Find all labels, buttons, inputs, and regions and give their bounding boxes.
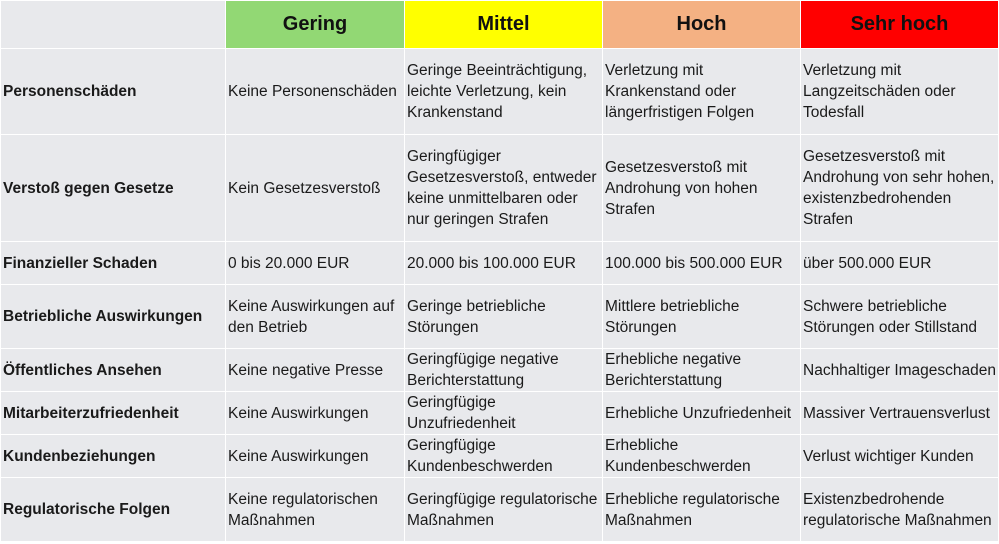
- row-label: Kundenbeziehungen: [1, 435, 226, 478]
- table-cell: Schwere betriebliche Störungen oder Stillstand: [801, 285, 999, 349]
- table-cell: Erhebliche Kundenbeschwerden: [603, 435, 801, 478]
- table-row: [1, 242, 999, 285]
- table-cell: Erhebliche regulatorische Maßnahmen: [603, 478, 801, 542]
- level-header-hoch: Hoch: [603, 1, 801, 49]
- row-label: Betriebliche Auswirkungen: [1, 285, 226, 349]
- table-cell: Geringfügige negative Berichterstattung: [405, 349, 603, 392]
- table-row: [1, 349, 999, 392]
- table-cell: Keine Personenschäden: [226, 49, 405, 135]
- table-cell: Kein Gesetzesverstoß: [226, 135, 405, 242]
- level-header-mittel: Mittel: [405, 1, 603, 49]
- table-row: [1, 478, 999, 542]
- table-cell: Geringfügiger Gesetzesverstoß, entweder keine unmittelbaren oder nur geringen Strafen: [405, 135, 603, 242]
- table-row: [1, 49, 999, 135]
- table-cell: Verlust wichtiger Kunden: [801, 435, 999, 478]
- table-cell: Geringfügige Unzufriedenheit: [405, 392, 603, 435]
- table-cell: Erhebliche negative Berichterstattung: [603, 349, 801, 392]
- level-header-sehr-hoch: Sehr hoch: [801, 1, 999, 49]
- table-cell: 0 bis 20.000 EUR: [226, 242, 405, 285]
- table-cell: Keine Auswirkungen auf den Betrieb: [226, 285, 405, 349]
- table-cell: Keine Auswirkungen: [226, 435, 405, 478]
- table-cell: Geringfügige regulatorische Maßnahmen: [405, 478, 603, 542]
- row-label: Mitarbeiterzufriedenheit: [1, 392, 226, 435]
- table-cell: Verletzung mit Langzeitschäden oder Todesfall: [801, 49, 999, 135]
- table-cell: 100.000 bis 500.000 EUR: [603, 242, 801, 285]
- table-cell: Keine negative Presse: [226, 349, 405, 392]
- row-label: Öffentliches Ansehen: [1, 349, 226, 392]
- header-row: [1, 1, 999, 49]
- table-row: [1, 135, 999, 242]
- row-label: Regulatorische Folgen: [1, 478, 226, 542]
- table-cell: Keine regulatorischen Maßnahmen: [226, 478, 405, 542]
- table-row: [1, 285, 999, 349]
- row-label: Verstoß gegen Gesetze: [1, 135, 226, 242]
- table-cell: Geringe Beeinträchtigung, leichte Verletzung, kein Krankenstand: [405, 49, 603, 135]
- corner-cell: [1, 1, 226, 49]
- table-cell: Existenzbedrohende regulatorische Maßnahmen: [801, 478, 999, 542]
- table-cell: Geringe betriebliche Störungen: [405, 285, 603, 349]
- table-cell: Nachhaltiger Imageschaden: [801, 349, 999, 392]
- row-label: Finanzieller Schaden: [1, 242, 226, 285]
- table-cell: 20.000 bis 100.000 EUR: [405, 242, 603, 285]
- table-cell: über 500.000 EUR: [801, 242, 999, 285]
- table-cell: Gesetzesverstoß mit Androhung von hohen Strafen: [603, 135, 801, 242]
- table-cell: Verletzung mit Krankenstand oder längerfristigen Folgen: [603, 49, 801, 135]
- table-cell: Massiver Vertrauensverlust: [801, 392, 999, 435]
- table-cell: Gesetzesverstoß mit Androhung von sehr hohen, existenzbedrohenden Strafen: [801, 135, 999, 242]
- table-cell: Erhebliche Unzufriedenheit: [603, 392, 801, 435]
- row-label: Personenschäden: [1, 49, 226, 135]
- table-cell: Mittlere betriebliche Störungen: [603, 285, 801, 349]
- level-header-gering: Gering: [226, 1, 405, 49]
- table-row: [1, 435, 999, 478]
- table-cell: Keine Auswirkungen: [226, 392, 405, 435]
- table-row: [1, 392, 999, 435]
- table-cell: Geringfügige Kundenbeschwerden: [405, 435, 603, 478]
